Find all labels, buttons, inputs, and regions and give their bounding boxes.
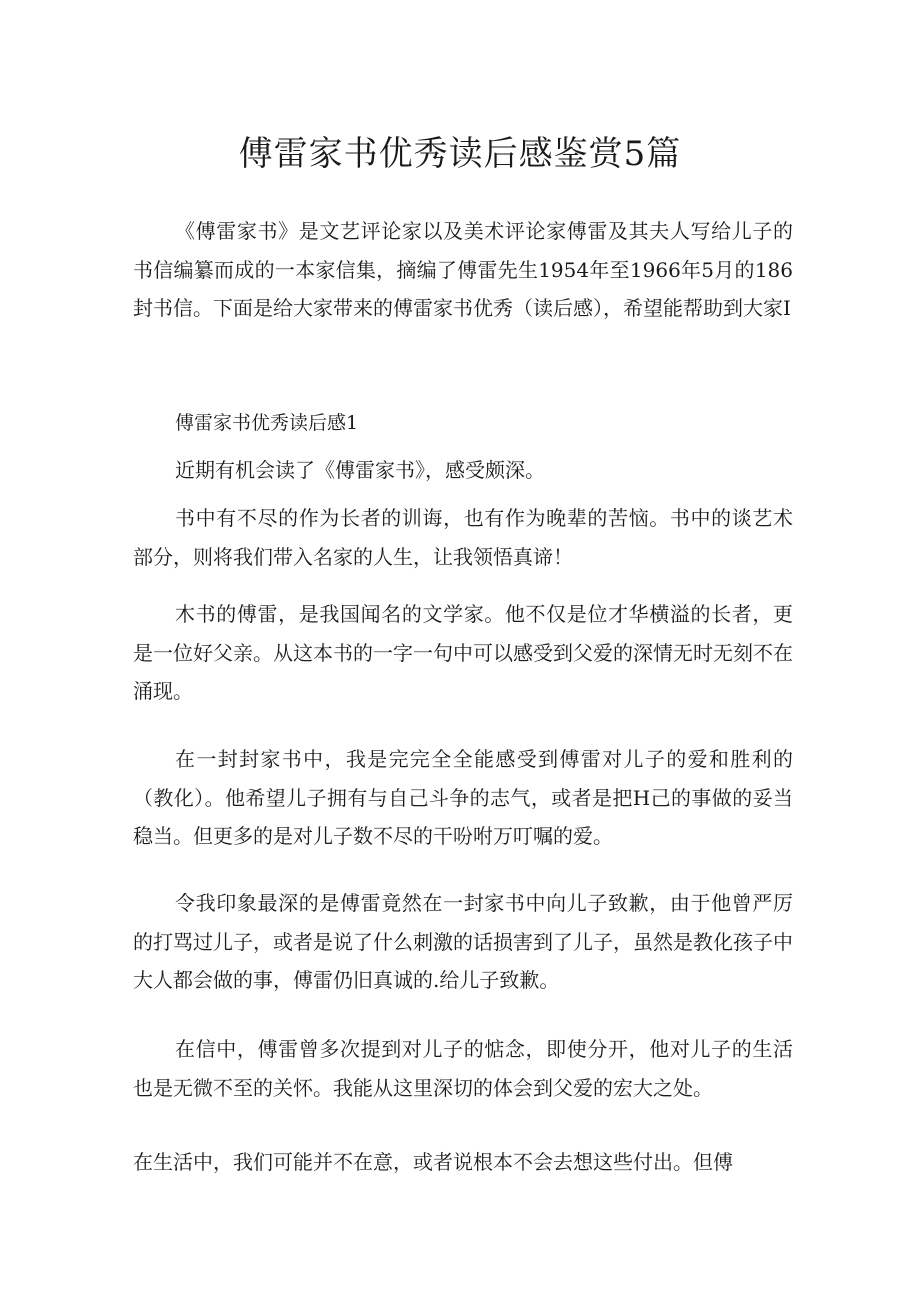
section-heading: 傅雷家书优秀读后感1 bbox=[175, 412, 359, 434]
body-paragraph-5: 令我印象最深的是傅雷竟然在一封家书中向儿子致歉，由于他曾严厉的打骂过儿子，或者是说了什么刺激的话损害到了儿子，虽然是教化孩子中大人都会做的事，傅雷仍旧真诚的.给儿子致歉。 bbox=[133, 891, 793, 992]
body-paragraph-3: 木书的傅雷，是我国闻名的文学家。他不仅是位才华横溢的长者，更是一位好父亲。从这本书的一字一句中可以感受到父爱的深情无时无刻不在涌现。 bbox=[133, 602, 793, 703]
intro-paragraph: 《傅雷家书》是文艺评论家以及美术评论家傅雷及其夫人写给儿子的书信编纂而成的一本家信集，摘编了傅雷先生1954年至1966年5月的186封书信。下面是给大家带来的傅雷家书优秀（读后感），希望能帮助到大家I bbox=[133, 219, 793, 320]
body-paragraph-2: 书中有不尽的作为长者的训诲，也有作为晚辈的苦恼。书中的谈艺术部分，则将我们带入名家的人生，让我领悟真谛！ bbox=[133, 506, 793, 569]
body-paragraph-1: 近期有机会读了《傅雷家书》，感受颇深。 bbox=[175, 458, 545, 482]
document-title: 傅雷家书优秀读后感鉴赏5篇 bbox=[238, 134, 682, 174]
body-paragraph-7: 在生活中，我们可能并不在意，或者说根本不会去想这些付出。但傅 bbox=[133, 1150, 733, 1174]
body-paragraph-6: 在信中，傅雷曾多次提到对儿子的惦念，即使分开，他对儿子的生活也是无微不至的关怀。我能从这里深切的体会到父爱的宏大之处。 bbox=[133, 1037, 793, 1100]
body-paragraph-4: 在一封封家书中，我是完完全全能感受到傅雷对儿子的爱和胜利的（教化）。他希望儿子拥有与自己斗争的志气，或者是把H己的事做的妥当稳当。但更多的是对儿子数不尽的干吩咐万叮嘱的爱。 bbox=[133, 747, 793, 848]
